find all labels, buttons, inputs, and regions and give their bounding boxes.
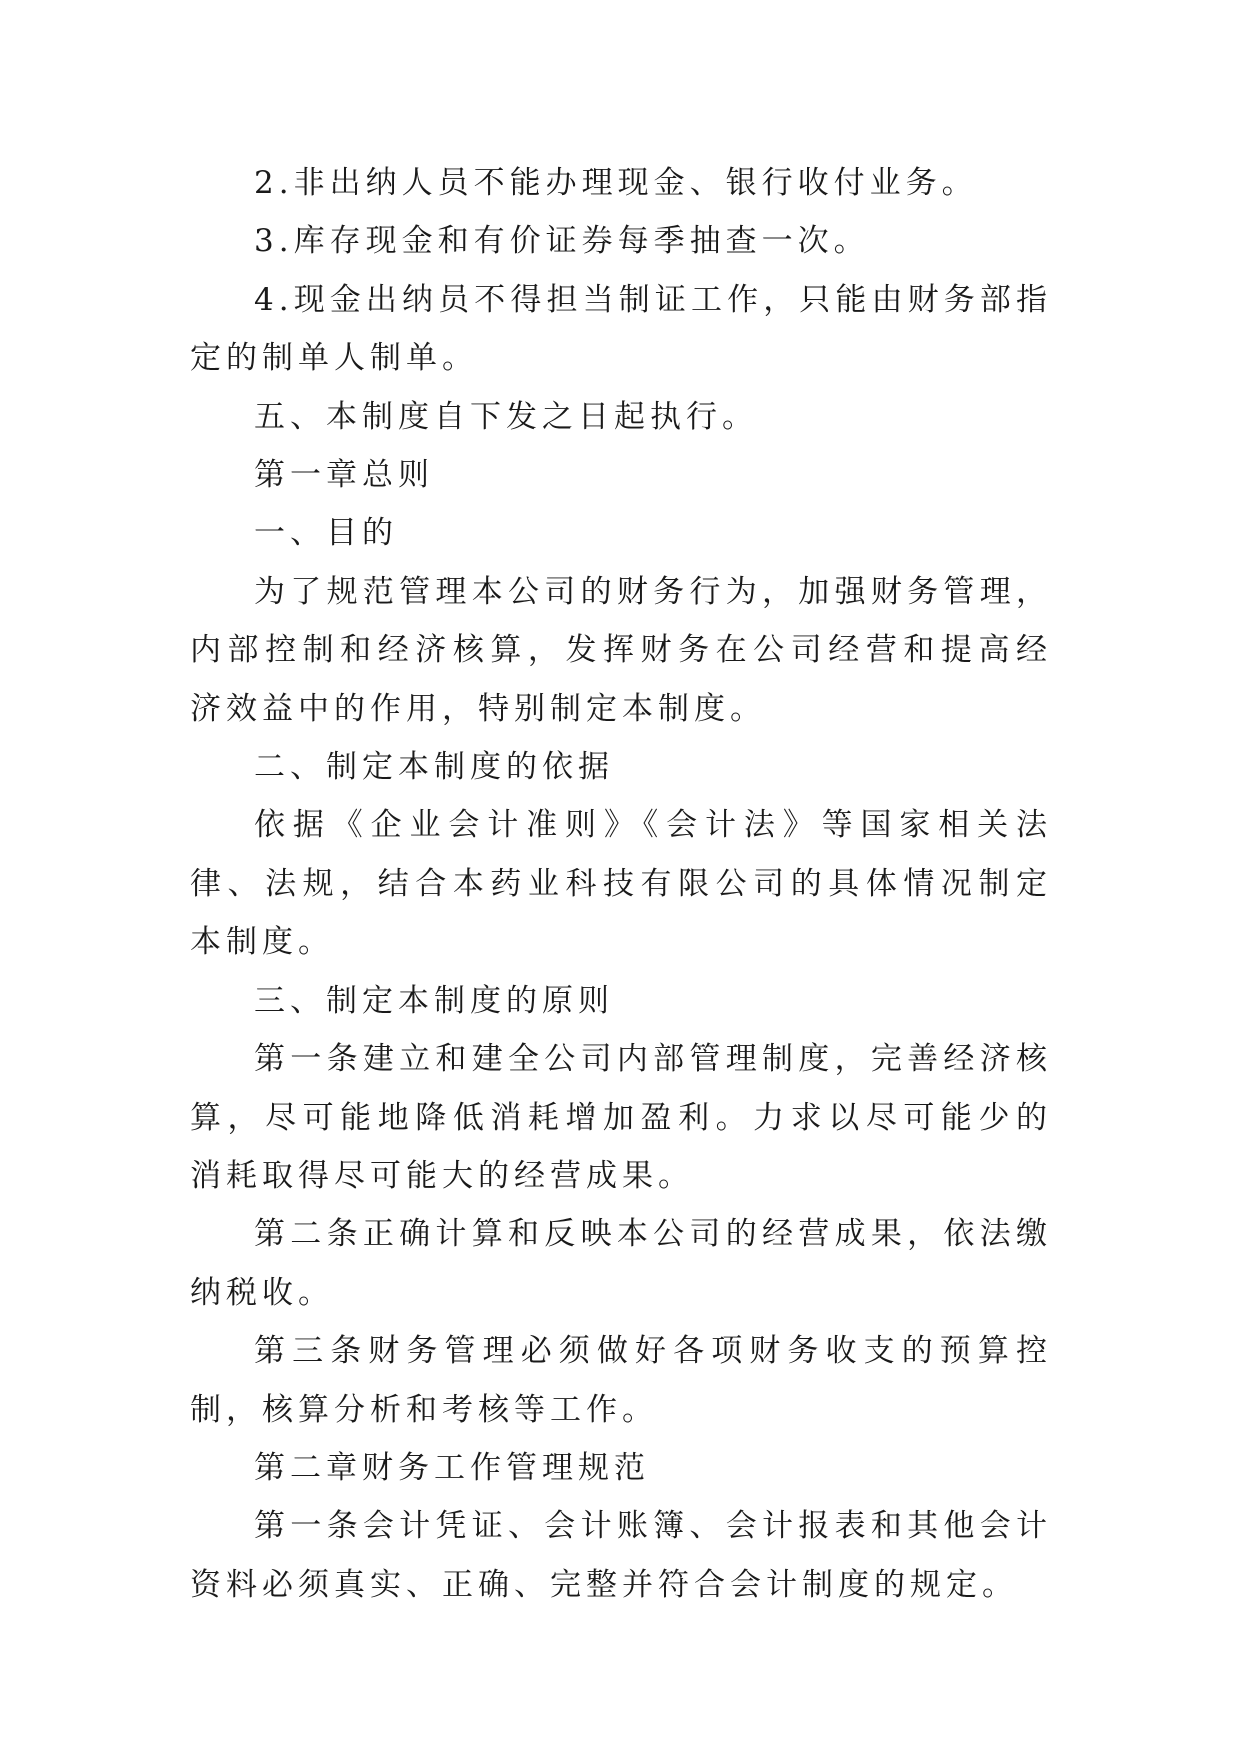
heading-principles: 三、制定本制度的原则 (254, 982, 614, 1019)
heading-purpose: 一、目的 (254, 515, 398, 552)
heading-chapter-2: 第二章财务工作管理规范 (254, 1449, 650, 1486)
paragraph-article-3: 第三条财务管理必须做好各项财务收支的预算控制，核算分析和考核等工作。 (190, 1333, 1052, 1428)
paragraph-article-1: 第一条建立和建全公司内部管理制度，完善经济核算，尽可能地降低消耗增加盈利。力求以尽可能少的消耗取得尽可能大的经营成果。 (190, 1041, 1052, 1194)
paragraph-cashier-restriction: 2.非出纳人员不能办理现金、银行收付业务。 (254, 165, 978, 201)
paragraph-chapter-2-article-1: 第一条会计凭证、会计账簿、会计报表和其他会计资料必须真实、正确、完整并符合会计制度的规定。 (190, 1508, 1052, 1603)
paragraph-quarterly-check: 3.库存现金和有价证券每季抽查一次。 (254, 223, 870, 260)
heading-chapter-1: 第一章总则 (254, 457, 434, 494)
paragraph-purpose: 为了规范管理本公司的财务行为，加强财务管理，内部控制和经济核算，发挥财务在公司经营和提高经济效益中的作用，特别制定本制度。 (190, 573, 1052, 727)
document-body (190, 154, 1052, 1614)
paragraph-voucher-preparation: 4.现金出纳员不得担当制证工作，只能由财务部指定的制单人制单。 (190, 281, 1052, 377)
heading-basis: 二、制定本制度的依据 (254, 749, 614, 786)
paragraph-basis: 依据《企业会计准则》《会计法》等国家相关法律、法规，结合本药业科技有限公司的具体情况制定本制度。 (190, 807, 1052, 961)
paragraph-article-2: 第二条正确计算和反映本公司的经营成果，依法缴纳税收。 (190, 1216, 1052, 1311)
paragraph-effective-date: 五、本制度自下发之日起执行。 (254, 398, 758, 435)
